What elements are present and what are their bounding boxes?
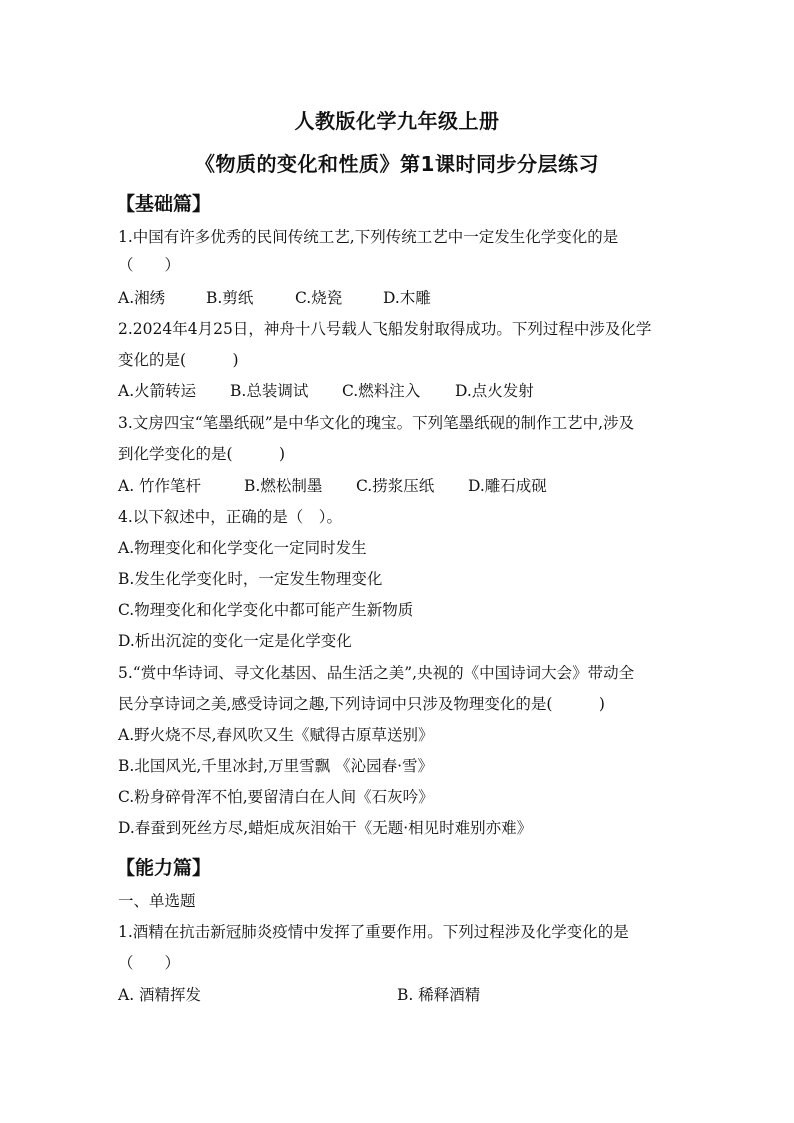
question-1-options: [118, 291, 698, 309]
option-c: C.烧瓷: [295, 289, 343, 307]
question-2-text: 2.2024年4月25日，神舟十八号载人飞船发射取得成功。下列过程中涉及化学: [118, 320, 652, 338]
option-b: B.剪纸: [206, 289, 254, 307]
question-4-option-a: A.物理变化和化学变化一定同时发生: [118, 539, 367, 557]
question-4-option-d: D.析出沉淀的变化一定是化学变化: [118, 632, 352, 650]
question-1-text: 1.中国有许多优秀的民间传统工艺,下列传统工艺中一定发生化学变化的是: [118, 228, 619, 246]
question-5-option-a: A.野火烧不尽,春风吹又生《赋得古原草送别》: [118, 726, 434, 744]
option-c: C.燃料注入: [342, 382, 421, 400]
option-b: B. 稀释酒精: [397, 986, 481, 1004]
subsection-heading: 一、单选题: [118, 892, 196, 910]
doc-title: 人教版化学九年级上册: [294, 109, 500, 133]
option-d: D.点火发射: [455, 382, 534, 400]
option-c: C.捞浆压纸: [356, 477, 435, 495]
question-5-option-c: C.粉身碎骨浑不怕,要留清白在人间《石灰吟》: [118, 788, 434, 806]
question-4-option-b: B.发生化学变化时，一定发生物理变化: [118, 570, 383, 588]
ability-question-1-blank: （ ）: [118, 954, 181, 972]
question-5-option-d: D.春蚕到死丝方尽,蜡炬成灰泪始干《无题·相见时难别亦难》: [118, 819, 533, 837]
doc-subtitle: 《物质的变化和性质》第1课时同步分层练习: [195, 152, 599, 176]
question-3-text: 3.文房四宝“笔墨纸砚”是中华文化的瑰宝。下列笔墨纸砚的制作工艺中,涉及: [118, 414, 635, 432]
question-4-option-c: C.物理变化和化学变化中都可能产生新物质: [118, 601, 414, 619]
question-3-blank: 到化学变化的是( ): [118, 445, 286, 463]
question-4-text: 4.以下叙述中，正确的是（ ）。: [118, 508, 343, 526]
option-d: D.木雕: [383, 289, 431, 307]
option-b: B.总装调试: [230, 382, 309, 400]
question-1-blank: （ ）: [118, 256, 181, 274]
question-2-blank: 变化的是( ): [118, 351, 239, 369]
option-a: A. 酒精挥发: [118, 986, 202, 1004]
option-a: A.湘绣: [118, 289, 166, 307]
ability-question-1-text: 1.酒精在抗击新冠肺炎疫情中发挥了重要作用。下列过程涉及化学变化的是: [118, 923, 629, 941]
question-5-option-b: B.北国风光,千里冰封,万里雪飘 《沁园春·雪》: [118, 757, 434, 775]
section-heading-basic: 【基础篇】: [116, 193, 212, 215]
option-d: D.雕石成砚: [468, 477, 547, 495]
question-5-text: 5.“赏中华诗词、寻文化基因、品生活之美”,央视的《中国诗词大会》带动全: [118, 664, 635, 682]
question-5-text-cont: 民分享诗词之美,感受诗词之趣,下列诗词中只涉及物理变化的是( ): [118, 695, 605, 713]
question-2-options: [118, 384, 698, 402]
option-a: A. 竹作笔杆: [118, 477, 202, 495]
option-a: A.火箭转运: [118, 382, 197, 400]
ability-question-1-options: [118, 988, 698, 1006]
section-heading-ability: 【能力篇】: [116, 857, 212, 879]
question-3-options: [118, 479, 698, 497]
option-b: B.燃松制墨: [244, 477, 323, 495]
